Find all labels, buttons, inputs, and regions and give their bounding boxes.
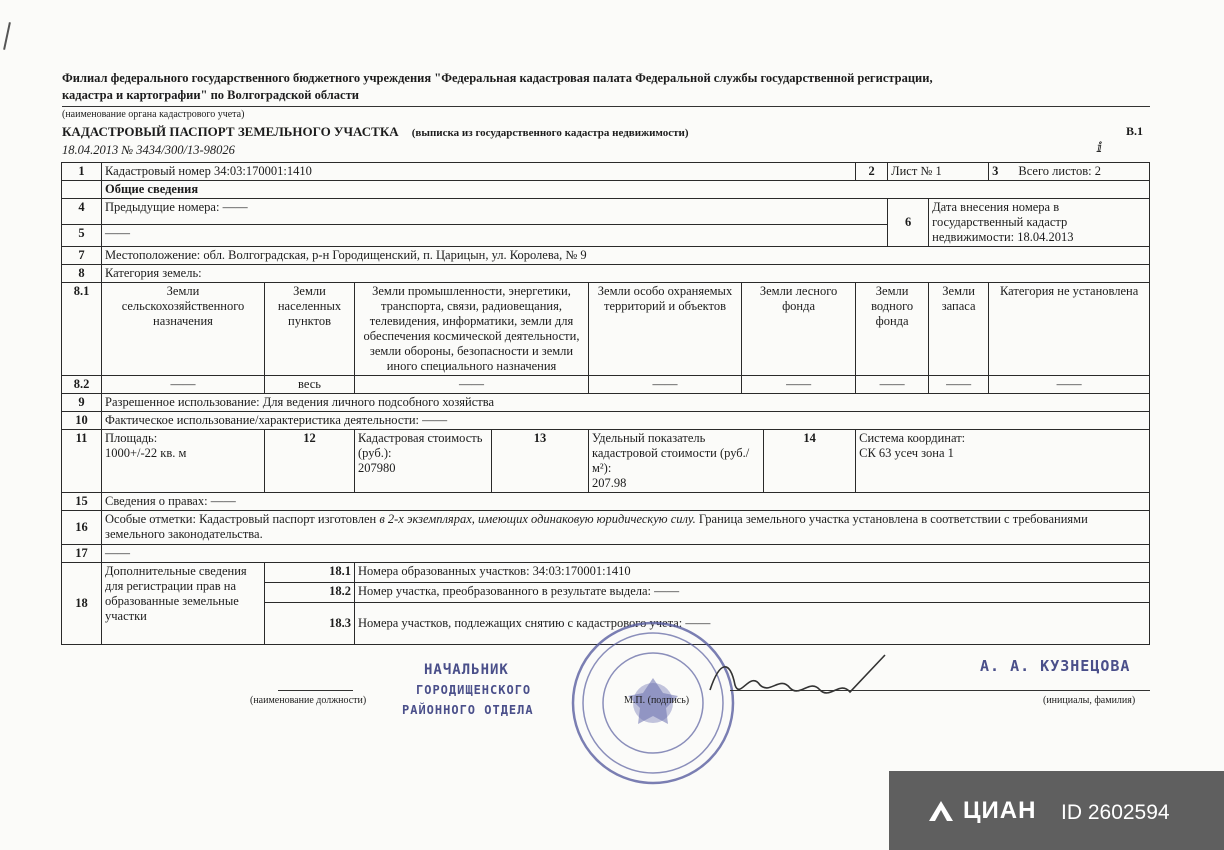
land-category-label: Категория земель: (102, 265, 1150, 283)
row-number: 6 (888, 199, 929, 247)
section-general: Общие сведения (102, 181, 1150, 199)
cadastral-value-cell (355, 430, 492, 493)
additional-info: Дополнительные сведения для регистрации прав на образованные земельные участки (102, 563, 265, 645)
row-number: 13 (492, 430, 589, 493)
house-icon (927, 797, 955, 825)
watermark-brand: ЦИАН (963, 797, 1037, 824)
removed-plots: Номера участков, подлежащих снятию с кадастрового учета: —— (355, 603, 1150, 645)
coordinate-system-value: СК 63 усеч зона 1 (859, 446, 954, 460)
table-row (62, 511, 1150, 545)
specific-value-label: Удельный показатель кадастровой стоимости (руб./м²): (592, 431, 750, 475)
cadastral-number: Кадастровый номер 34:03:170001:1410 (102, 163, 856, 181)
special-notes-part3: Граница земельного участка установлена в соответствии с требованиями земельного законодательства. (105, 512, 1088, 541)
position-stamp-line1: НАЧАЛЬНИК (424, 662, 509, 678)
form-code: В.1 (1126, 124, 1144, 138)
org-caption: (наименование органа кадастрового учета) (62, 109, 245, 120)
table-row (62, 430, 1150, 493)
row-number: 15 (62, 493, 102, 511)
signature-icon (700, 650, 890, 710)
watermark-id: ID 2602594 (1061, 801, 1170, 824)
org-line-1: Филиал федерального государственного бюджетного учреждения "Федеральная кадастровая палата Федеральной службы государственной регистрации, (62, 71, 933, 85)
row-number: 4 (62, 199, 102, 225)
previous-numbers: Предыдущие номера: —— (102, 199, 888, 225)
cadastral-value: 207980 (358, 461, 396, 475)
row-number: 3 (992, 164, 999, 178)
row-number: 17 (62, 545, 102, 563)
row-number: 14 (764, 430, 856, 493)
row-number: 16 (62, 511, 102, 545)
row-number: 9 (62, 394, 102, 412)
category-value: —— (929, 376, 989, 394)
category-reserve: Земли запаса (929, 283, 989, 376)
special-notes-part2: в 2-х экземплярах, имеющих одинаковую юридическую силу. (379, 512, 696, 526)
total-sheets-text: Всего листов: 2 (1018, 164, 1101, 178)
table-row (62, 265, 1150, 283)
document-subtitle: (выписка из государственного кадастра недвижимости) (411, 127, 689, 139)
transformed-plot: Номер участка, преобразованного в результате выдела: —— (355, 583, 1150, 603)
category-unset: Категория не установлена (989, 283, 1150, 376)
table-row (62, 163, 1150, 181)
registration-date: Дата внесения номера в государственный кадастр недвижимости: 18.04.2013 (929, 199, 1150, 247)
table-row (62, 493, 1150, 511)
category-protected: Земли особо охраняемых территорий и объектов (589, 283, 742, 376)
row-number: 8.2 (62, 376, 102, 394)
row-number: 5 (62, 225, 102, 247)
total-sheets (989, 163, 1150, 181)
row-number: 12 (265, 430, 355, 493)
pen-mark-right: ⅈ (1097, 141, 1103, 156)
row-number: 2 (856, 163, 888, 181)
formed-plots: Номера образованных участков: 34:03:170001:1410 (355, 563, 1150, 583)
location: Местоположение: обл. Волгоградская, р-н Городищенский, п. Царицын, ул. Королева, № 9 (102, 247, 1150, 265)
row-number: 10 (62, 412, 102, 430)
org-line-2: кадастра и картографии" по Волгоградской области (62, 88, 359, 102)
sheet-number: Лист № 1 (888, 163, 989, 181)
table-row (62, 283, 1150, 376)
row-number: 18.1 (265, 563, 355, 583)
category-value: —— (102, 376, 265, 394)
rights-info: Сведения о правах: —— (102, 493, 1150, 511)
category-industry: Земли промышленности, энергетики, транспорта, связи, радиовещания, телевидения, информатики, земли для обеспечения космической деятельности, земли обороны, безопасности и земли иного специального назначения (355, 283, 589, 376)
row-number: 8.1 (62, 283, 102, 376)
table-row (62, 412, 1150, 430)
category-forest: Земли лесного фонда (742, 283, 856, 376)
table-row (62, 394, 1150, 412)
special-notes-part1: Особые отметки: Кадастровый паспорт изготовлен (105, 512, 380, 526)
category-settlements: Земли населенных пунктов (265, 283, 355, 376)
document-title: КАДАСТРОВЫЙ ПАСПОРТ ЗЕМЕЛЬНОГО УЧАСТКА (62, 124, 399, 139)
document-title-block (62, 124, 689, 140)
org-header (62, 70, 1152, 104)
watermark-badge (889, 771, 1224, 850)
row-number: 8 (62, 265, 102, 283)
table-row (62, 181, 1150, 199)
cadastral-table (61, 162, 1150, 645)
category-value: —— (856, 376, 929, 394)
name-stamp: А. А. КУЗНЕЦОВА (980, 657, 1131, 675)
cadastral-value-label: Кадастровая стоимость (руб.): (358, 431, 483, 460)
table-row (62, 563, 1150, 583)
category-water: Земли водного фонда (856, 283, 929, 376)
name-caption: (инициалы, фамилия) (1043, 695, 1136, 706)
category-value: весь (265, 376, 355, 394)
row-number: 18 (62, 563, 102, 645)
coordinate-system-cell (856, 430, 1150, 493)
empty-cell (62, 181, 102, 199)
pen-mark (3, 22, 11, 50)
position-caption: (наименование должности) (250, 695, 367, 706)
position-stamp-line2: ГОРОДИЩЕНСКОГО (416, 683, 532, 697)
row-number: 11 (62, 430, 102, 493)
table-row (62, 247, 1150, 265)
specific-value: 207.98 (592, 476, 627, 490)
area-cell (102, 430, 265, 493)
document-date: 18.04.2013 № 3434/300/13-98026 (62, 143, 235, 157)
position-stamp-line3: РАЙОННОГО ОТДЕЛА (402, 703, 534, 717)
position-underline (278, 690, 353, 691)
coordinate-system-label: Система координат: (859, 431, 966, 445)
specific-value-cell (589, 430, 764, 493)
area-label: Площадь: (105, 431, 158, 445)
signature-underline (730, 690, 1150, 691)
row-17-value: —— (102, 545, 1150, 563)
table-row (62, 199, 1150, 225)
area-value: 1000+/-22 кв. м (105, 446, 187, 460)
permitted-use: Разрешенное использование: Для ведения личного подсобного хозяйства (102, 394, 1150, 412)
row-number: 18.3 (265, 603, 355, 645)
row-5-value: —— (102, 225, 888, 247)
special-notes (102, 511, 1150, 545)
org-underline (62, 106, 1150, 107)
table-row (62, 545, 1150, 563)
category-agricultural: Земли сельскохозяйственного назначения (102, 283, 265, 376)
category-value: —— (742, 376, 856, 394)
table-row (62, 376, 1150, 394)
row-number: 1 (62, 163, 102, 181)
category-value: —— (355, 376, 589, 394)
actual-use: Фактическое использование/характеристика деятельности: —— (102, 412, 1150, 430)
seal-signature-caption: М.П. (подпись) (624, 695, 690, 706)
row-number: 7 (62, 247, 102, 265)
category-value: —— (989, 376, 1150, 394)
category-value: —— (589, 376, 742, 394)
row-number: 18.2 (265, 583, 355, 603)
